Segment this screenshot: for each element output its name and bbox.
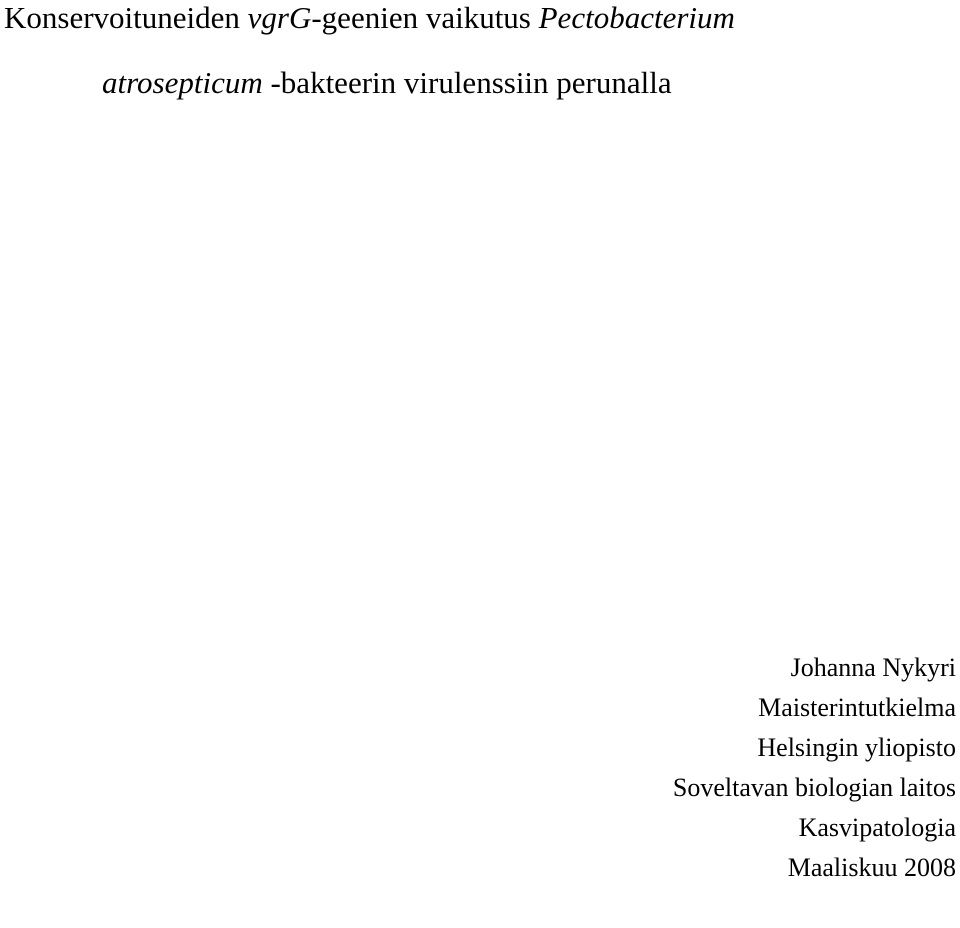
genus-name: Pectobacterium — [538, 0, 735, 35]
title-line-2 — [102, 65, 672, 101]
title-text: -bakteerin virulenssiin perunalla — [262, 65, 672, 100]
author-name: Johanna Nykyri — [790, 653, 956, 682]
title-text: Konservoituneiden — [4, 0, 248, 35]
gene-name: vgrG — [247, 0, 312, 35]
thesis-type: Maisterintutkielma — [758, 693, 956, 722]
species-name: atrosepticum — [102, 65, 263, 100]
title-text: -geenien vaikutus — [311, 0, 539, 35]
author-block — [673, 648, 956, 888]
discipline-name: Kasvipatologia — [798, 813, 956, 842]
university-name: Helsingin yliopisto — [757, 733, 956, 762]
title-line-1 — [4, 0, 735, 36]
department-name: Soveltavan biologian laitos — [672, 773, 956, 802]
publication-date: Maaliskuu 2008 — [787, 853, 956, 882]
